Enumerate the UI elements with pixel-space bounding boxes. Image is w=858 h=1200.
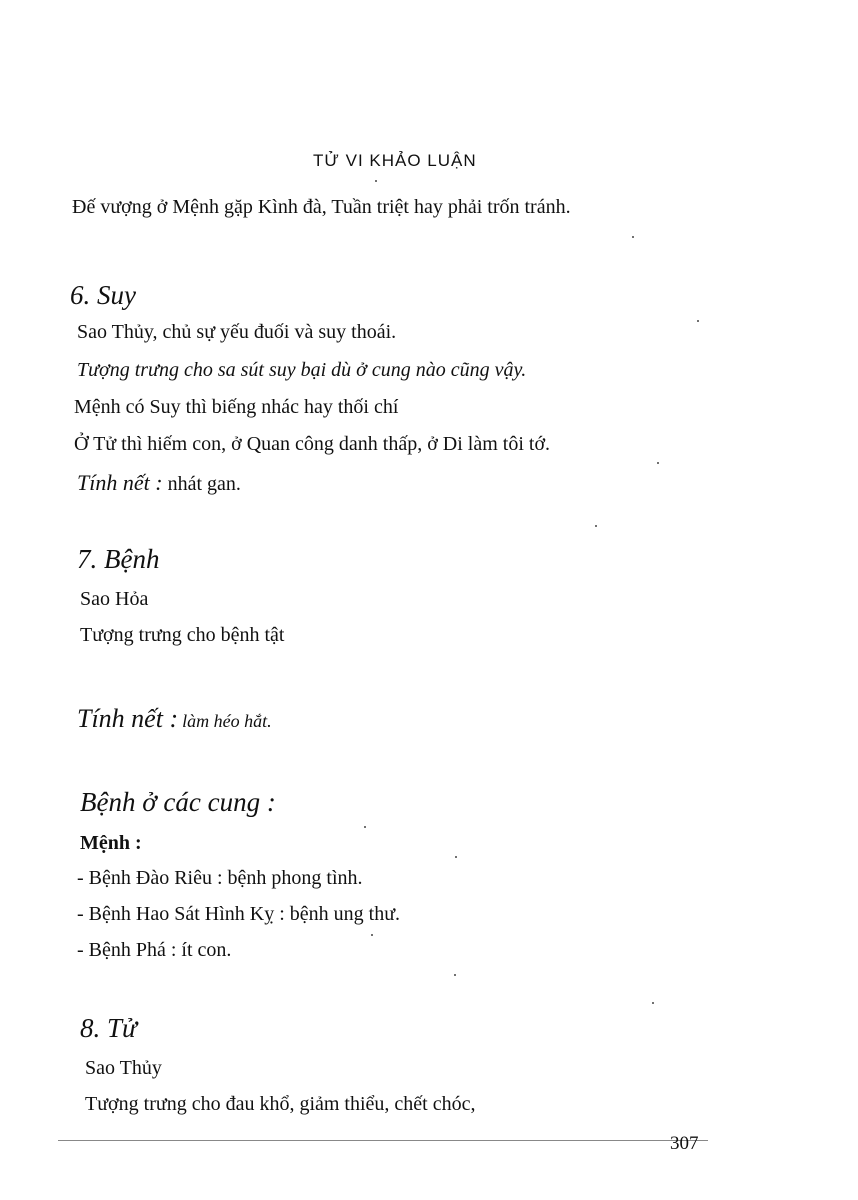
benh-trait-label: Tính nết : — [77, 704, 179, 733]
scan-speck — [375, 180, 377, 182]
scan-speck — [364, 826, 366, 828]
suy-star-line: Sao Thủy, chủ sự yếu đuối và suy thoái. — [77, 321, 397, 343]
section-heading-tu: 8. Tử — [80, 1013, 137, 1043]
suy-symbol-line: Tượng trưng cho sa sút suy bại dù ở cung nào cũng vậy. — [77, 359, 527, 381]
scan-speck — [652, 1002, 654, 1004]
suy-palaces-line: Ở Tử thì hiếm con, ở Quan công danh thấp, ở Di làm tôi tớ. — [74, 433, 551, 455]
scan-speck — [657, 462, 659, 464]
section-heading-suy: 6. Suy — [70, 280, 136, 310]
scan-speck — [632, 236, 634, 238]
benh-palaces-heading: Bệnh ở các cung : — [80, 787, 276, 817]
benh-item-2: - Bệnh Hao Sát Hình Kỵ : bệnh ung thư. — [77, 903, 401, 925]
benh-item-3: - Bệnh Phá : ít con. — [77, 939, 232, 961]
footer-rule — [58, 1140, 708, 1141]
intro-line: Đế vượng ở Mệnh gặp Kình đà, Tuần triệt hay phải trốn tránh. — [72, 196, 571, 218]
scan-speck — [454, 974, 456, 976]
suy-trait-value: nhát gan. — [167, 473, 241, 495]
scan-speck — [455, 856, 457, 858]
suy-trait-line — [77, 472, 241, 494]
running-header: TỬ VI KHẢO LUẬN — [313, 151, 477, 170]
benh-star-line: Sao Hỏa — [80, 588, 149, 610]
suy-menh-line: Mệnh có Suy thì biếng nhác hay thối chí — [74, 396, 399, 418]
benh-menh-label: Mệnh : — [80, 832, 142, 854]
benh-trait-value: làm héo hắt. — [182, 711, 272, 731]
suy-trait-label: Tính nết : — [77, 470, 163, 495]
scan-speck — [595, 525, 597, 527]
benh-symbol-line: Tượng trưng cho bệnh tật — [80, 624, 285, 646]
scan-speck — [697, 320, 699, 322]
tu-symbol-line: Tượng trưng cho đau khổ, giảm thiểu, chết chóc, — [85, 1093, 476, 1115]
scan-speck — [371, 934, 373, 936]
tu-star-line: Sao Thủy — [85, 1057, 162, 1079]
page-number: 307 — [670, 1133, 699, 1154]
section-heading-benh: 7. Bệnh — [77, 544, 160, 574]
benh-item-1: - Bệnh Đào Riêu : bệnh phong tình. — [77, 867, 363, 889]
benh-trait-line — [77, 706, 272, 732]
